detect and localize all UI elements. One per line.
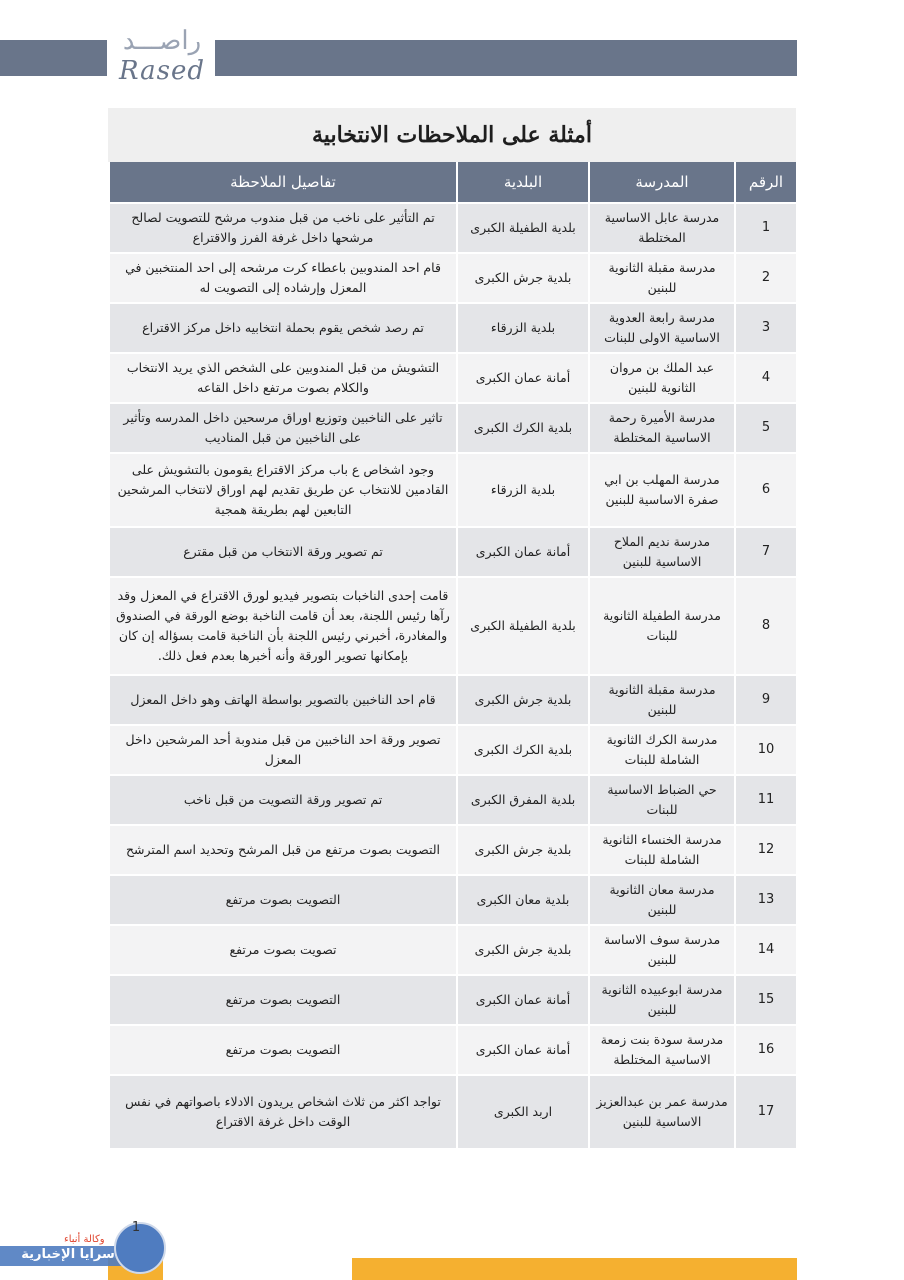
cell-number: 7 <box>734 528 796 578</box>
cell-municipality: بلدية جرش الكبرى <box>456 676 588 726</box>
observations-panel <box>108 108 796 1150</box>
table-row <box>108 404 796 454</box>
cell-number: 10 <box>734 726 796 776</box>
cell-details: تاثير على الناخبين وتوزيع اوراق مرسحين داخل المدرسه وتأثير على الناخبين من قبل المناديب <box>108 404 456 454</box>
cell-municipality: أمانة عمان الكبرى <box>456 976 588 1026</box>
page-number: 1 <box>131 1220 141 1235</box>
cell-municipality: بلدية الطفيلة الكبرى <box>456 204 588 254</box>
column-header-municipality: البلدية <box>456 162 588 204</box>
rased-logo <box>110 26 214 92</box>
table-row <box>108 976 796 1026</box>
cell-school: مدرسة مقبلة الثانوية للبنين <box>588 254 734 304</box>
cell-school: مدرسة الأميرة رحمة الاساسية المختلطة <box>588 404 734 454</box>
cell-details: قام احد الناخبين بالتصوير بواسطة الهاتف وهو داخل المعزل <box>108 676 456 726</box>
cell-number: 16 <box>734 1026 796 1076</box>
cell-number: 3 <box>734 304 796 354</box>
cell-school: مدرسة سودة بنت زمعة الاساسية المختلطة <box>588 1026 734 1076</box>
cell-number: 13 <box>734 876 796 926</box>
cell-details: تصوير ورقة احد الناخبين من قبل مندوبة أحد المرشحين داخل المعزل <box>108 726 456 776</box>
cell-municipality: بلدية الكرك الكبرى <box>456 726 588 776</box>
cell-details: تم التأثير على ناخب من قبل مندوب مرشح للتصويت لصالح مرشحها داخل غرفة الفرز والاقتراع <box>108 204 456 254</box>
cell-details: وجود اشخاص ع باب مركز الاقتراع يقومون بالتشويش على القادمين للانتخاب عن طريق تقديم لهم اوراق لانتخاب المرشحين التابعين لهم بطريقة همجية <box>108 454 456 528</box>
cell-school: مدرسة عابل الاساسية المختلطة <box>588 204 734 254</box>
cell-number: 17 <box>734 1076 796 1150</box>
cell-municipality: اربد الكبرى <box>456 1076 588 1150</box>
cell-details: تم رصد شخص يقوم بحملة انتخابيه داخل مركز الاقتراع <box>108 304 456 354</box>
table-row <box>108 776 796 826</box>
cell-details: قامت إحدى الناخبات بتصوير فيديو لورق الاقتراع في المعزل وقد رآها رئيس اللجنة، بعد أن قامت الناخبة بوضع الورقة في الصندوق والمغادرة، أخبرني رئيس اللجنة بأن الناخبة قامت بسؤاله إن كان بإمكانها تصوير الورقة وأنه أخبرها بعدم فعل ذلك. <box>108 578 456 676</box>
table-row <box>108 826 796 876</box>
cell-municipality: بلدية الطفيلة الكبرى <box>456 578 588 676</box>
observations-table <box>108 162 796 1150</box>
table-row <box>108 676 796 726</box>
table-row <box>108 304 796 354</box>
cell-number: 5 <box>734 404 796 454</box>
column-header-number: الرقم <box>734 162 796 204</box>
cell-number: 6 <box>734 454 796 528</box>
cell-school: مدرسة مقبلة الثانوية للبنين <box>588 676 734 726</box>
cell-municipality: أمانة عمان الكبرى <box>456 354 588 404</box>
cell-school: مدرسة سوف الاساسة للبنين <box>588 926 734 976</box>
cell-number: 14 <box>734 926 796 976</box>
cell-details: التصويت بصوت مرتفع <box>108 1026 456 1076</box>
cell-municipality: أمانة عمان الكبرى <box>456 1026 588 1076</box>
cell-municipality: بلدية الزرقاء <box>456 304 588 354</box>
table-row <box>108 876 796 926</box>
logo-arabic: راصـــد <box>122 26 202 56</box>
cell-details: التصويت بصوت مرتفع من قبل المرشح وتحديد اسم المترشح <box>108 826 456 876</box>
column-header-school: المدرسة <box>588 162 734 204</box>
cell-school: مدرسة ابوعبيده الثانوية للبنين <box>588 976 734 1026</box>
table-row <box>108 1076 796 1150</box>
table-row <box>108 926 796 976</box>
cell-number: 9 <box>734 676 796 726</box>
cell-school: مدرسة معان الثانوية للبنين <box>588 876 734 926</box>
cell-number: 4 <box>734 354 796 404</box>
watermark-top-text: وكالة أنباء <box>64 1234 105 1245</box>
watermark-main-text: سرايا الإخبارية <box>21 1247 115 1262</box>
cell-details: التصويت بصوت مرتفع <box>108 876 456 926</box>
cell-number: 12 <box>734 826 796 876</box>
cell-municipality: بلدية جرش الكبرى <box>456 826 588 876</box>
table-row <box>108 354 796 404</box>
table-header-row <box>108 162 796 204</box>
cell-details: التشويش من قبل المندوبين على الشخص الذي يريد الانتخاب والكلام بصوت مرتفع داخل القاعه <box>108 354 456 404</box>
cell-municipality: بلدية الكرك الكبرى <box>456 404 588 454</box>
cell-school: مدرسة الخنساء الثانوية الشاملة للبنات <box>588 826 734 876</box>
header-band-right <box>215 40 797 76</box>
table-row <box>108 254 796 304</box>
table-row <box>108 726 796 776</box>
cell-number: 1 <box>734 204 796 254</box>
cell-number: 8 <box>734 578 796 676</box>
column-header-details: تفاصيل الملاحظة <box>108 162 456 204</box>
cell-municipality: بلدية الزرقاء <box>456 454 588 528</box>
page-title: أمثلة على الملاحظات الانتخابية <box>312 122 592 148</box>
logo-latin: Rased <box>118 56 206 86</box>
cell-school: مدرسة نديم الملاح الاساسية للبنين <box>588 528 734 578</box>
cell-details: قام احد المندوبين باعطاء كرت مرشحه إلى احد المنتخبين في المعزل وإرشاده إلى التصويت له <box>108 254 456 304</box>
cell-school: مدرسة رابعة العدوية الاساسية الاولى للبنات <box>588 304 734 354</box>
table-row <box>108 528 796 578</box>
table-row <box>108 454 796 528</box>
cell-school: مدرسة الطفيلة الثانوية للبنات <box>588 578 734 676</box>
table-row <box>108 1026 796 1076</box>
cell-municipality: أمانة عمان الكبرى <box>456 528 588 578</box>
cell-school: عبد الملك بن مروان الثانوية للبنين <box>588 354 734 404</box>
cell-details: تم تصوير ورقة الانتخاب من قبل مقترع <box>108 528 456 578</box>
cell-number: 2 <box>734 254 796 304</box>
cell-school: حي الضباط الاساسية للبنات <box>588 776 734 826</box>
cell-school: مدرسة الكرك الثانوية الشاملة للبنات <box>588 726 734 776</box>
table-row <box>108 578 796 676</box>
cell-number: 11 <box>734 776 796 826</box>
table-row <box>108 204 796 254</box>
cell-municipality: بلدية المفرق الكبرى <box>456 776 588 826</box>
cell-school: مدرسة المهلب بن ابي صفرة الاساسية للبنين <box>588 454 734 528</box>
cell-number: 15 <box>734 976 796 1026</box>
header-band-left <box>0 40 107 76</box>
footer-band-right <box>352 1258 797 1280</box>
cell-details: تم تصوير ورقة التصويت من قبل ناخب <box>108 776 456 826</box>
cell-municipality: بلدية جرش الكبرى <box>456 254 588 304</box>
cell-municipality: بلدية جرش الكبرى <box>456 926 588 976</box>
cell-school: مدرسة عمر بن عبدالعزيز الاساسية للبنين <box>588 1076 734 1150</box>
cell-municipality: بلدية معان الكبرى <box>456 876 588 926</box>
cell-details: التصويت بصوت مرتفع <box>108 976 456 1026</box>
cell-details: تصويت بصوت مرتفع <box>108 926 456 976</box>
cell-details: تواجد اكثر من ثلاث اشخاص يريدون الادلاء باصواتهم في نفس الوقت داخل غرفة الاقتراع <box>108 1076 456 1150</box>
